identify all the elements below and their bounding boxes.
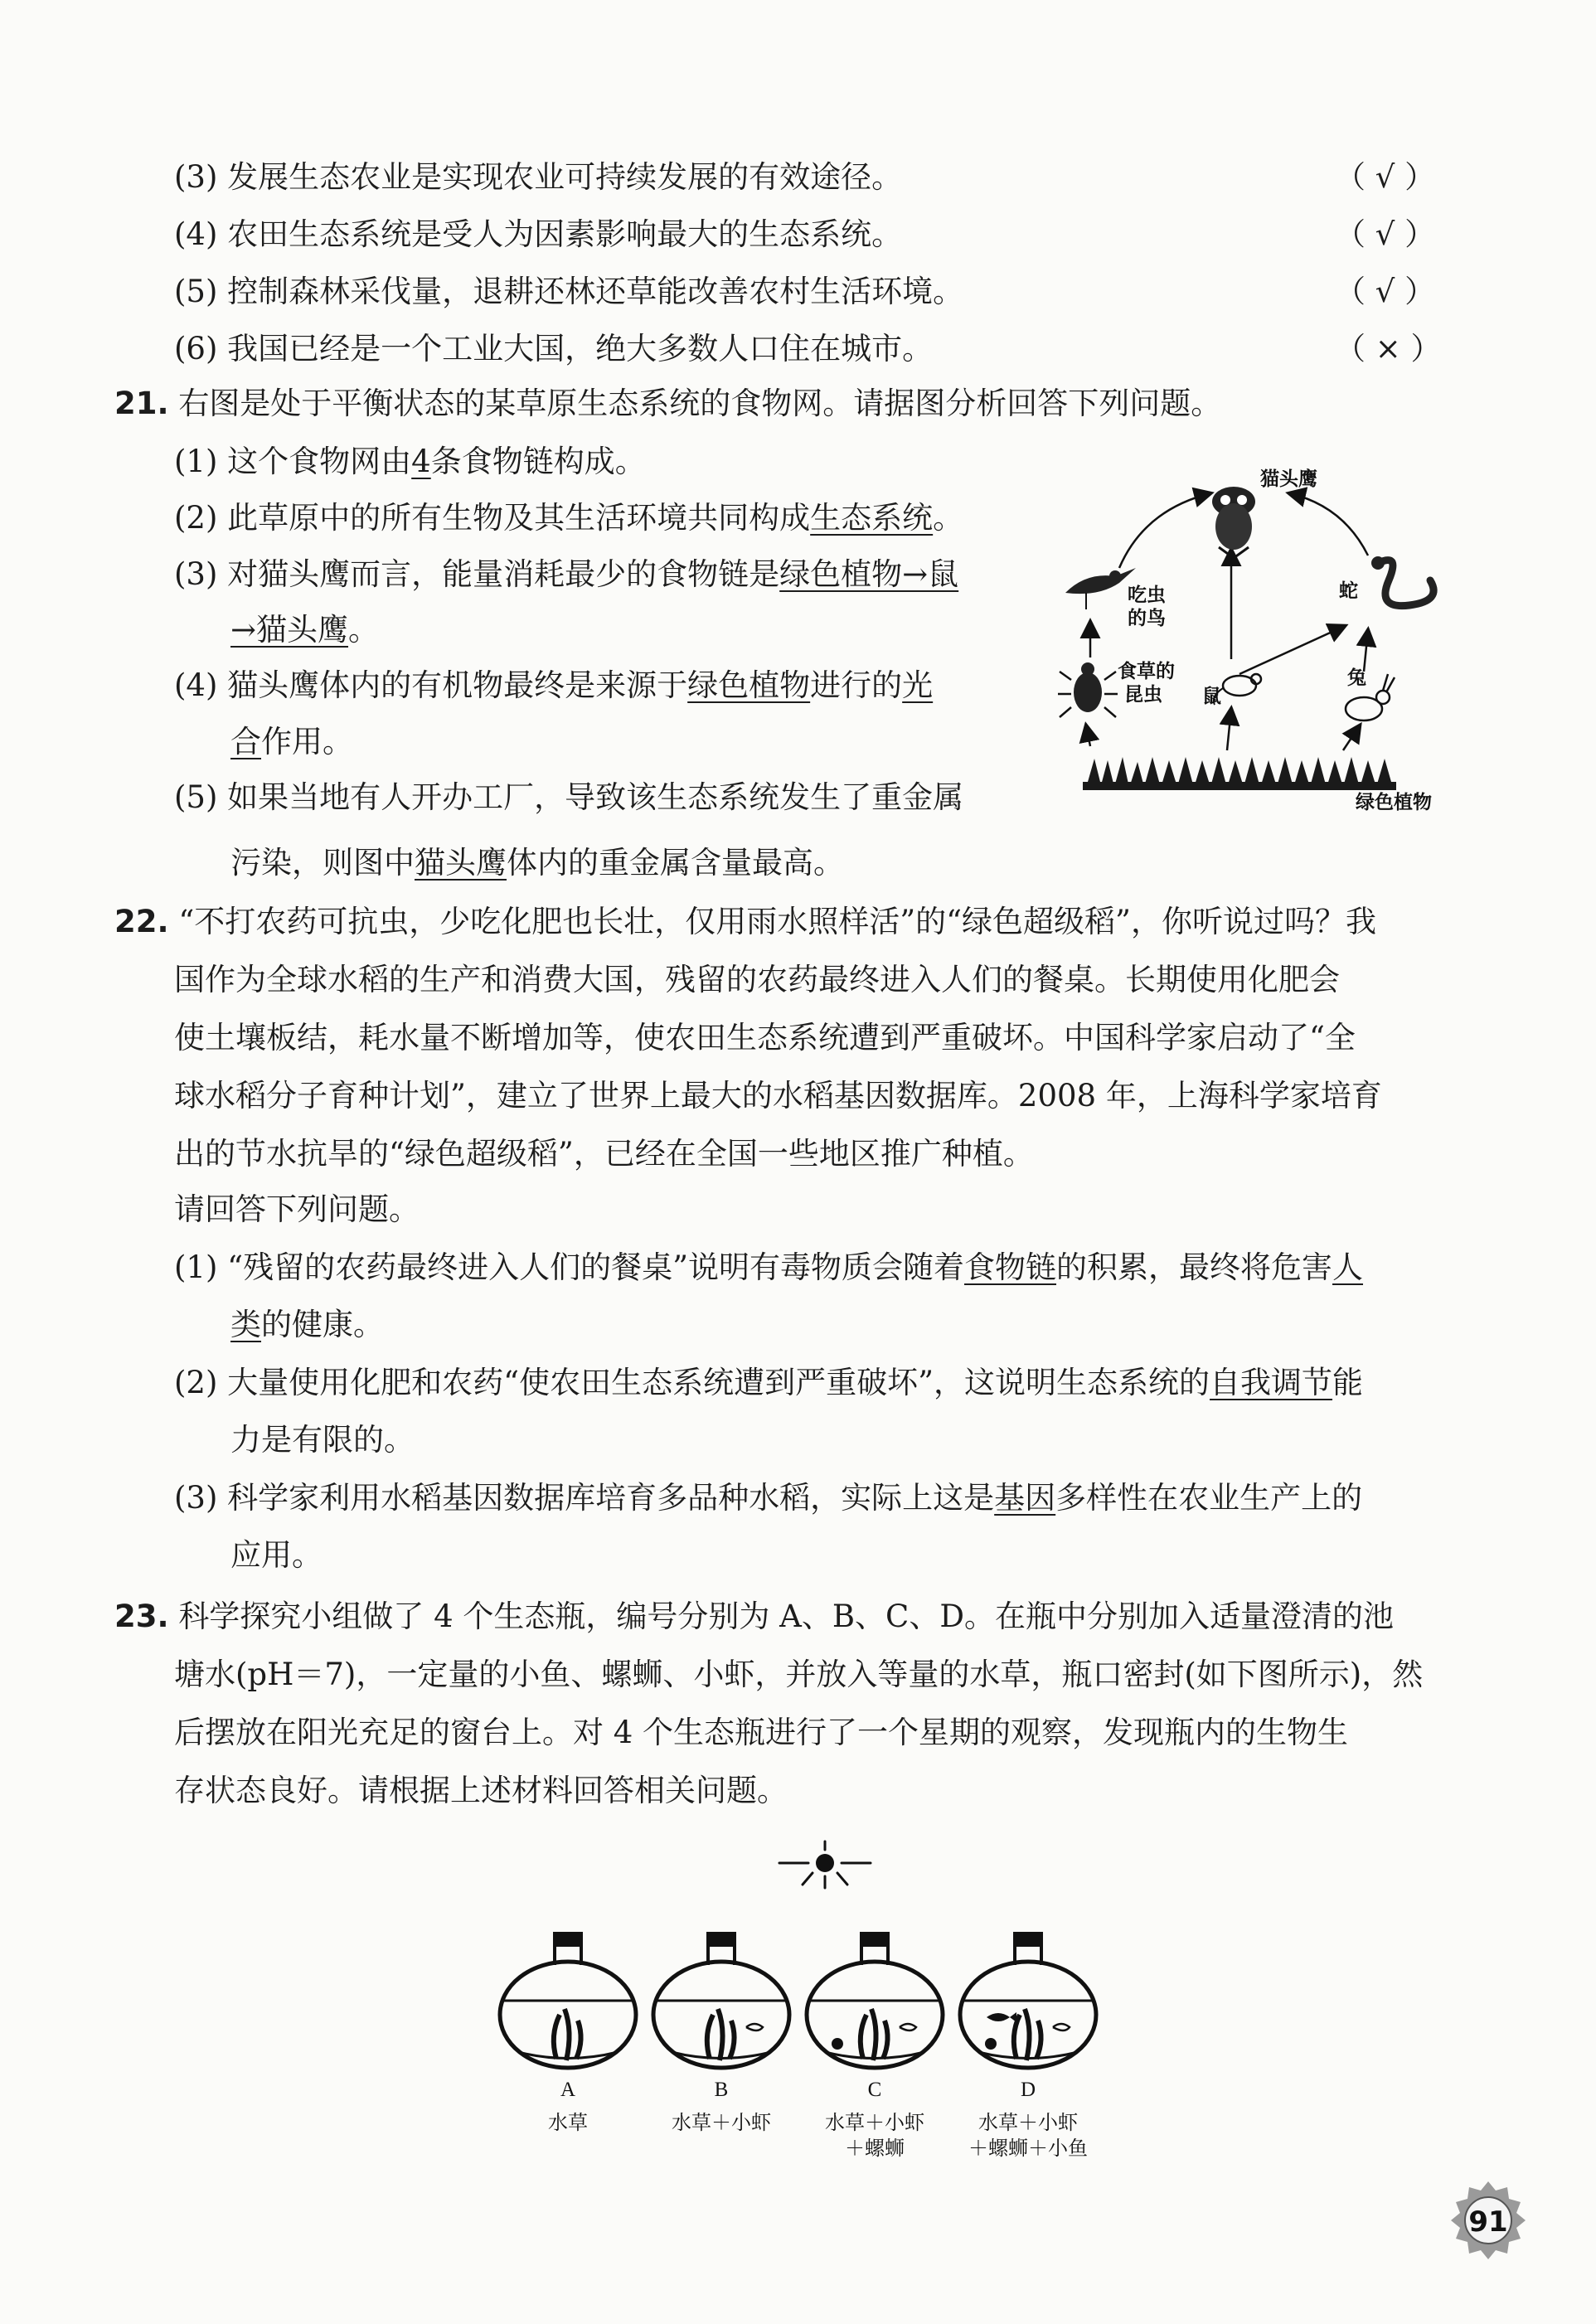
bottle-letter: C [867,2079,882,2101]
label-bird-1: 吃虫 [1128,585,1166,606]
q21-sub4-answer-a: 绿色植物 [687,667,811,703]
q22-sub1-answer: 食物链 [964,1249,1057,1285]
q21-sub4-answer-b2: 合 [230,724,261,759]
shrimp-icon [900,2024,916,2030]
shrimp-icon [746,2024,763,2030]
q21-sub3-answer-b: →猫头鹰 [230,612,349,648]
label-snake: 蛇 [1339,580,1358,602]
bottle-c [807,1932,943,2160]
label-mouse: 鼠 [1202,686,1221,707]
q22-paragraph-line-1 [114,900,1376,944]
q23-paragraph-line-3: 后摆放在阳光充足的窗台上。对 4 个生态瓶进行了一个星期的观察，发现瓶内的生物生 [174,1715,1349,1750]
q20-mark-3: （ √ ） [1335,159,1436,195]
snail-icon [985,2038,997,2050]
bottle-caption-line-2: ＋螺蛳 [845,2137,905,2160]
q21-sub1 [174,439,646,484]
q22-sub1-cont [230,1303,384,1347]
q21-sub4-text-mid: 进行的 [810,667,903,703]
q22-sub1-text-mid: 的积累，最终将危害 [1056,1249,1333,1285]
q20-item-3: (3) 发展生态农业是实现农业可持续发展的有效途径。 [174,159,903,195]
q22-sub1-text-end: 的健康。 [261,1307,384,1342]
label-owl: 猫头鹰 [1260,468,1317,490]
q21-stem-text: 右图是处于平衡状态的某草原生态系统的食物网。请据图分析回答下列问题。 [178,386,1222,421]
q21-sub2-text-end: 。 [933,500,964,536]
q22-sub2-cont: 力是有限的。 [230,1422,415,1458]
label-insect-2: 昆虫 [1124,684,1162,706]
q22-paragraph-line-4: 球水稻分子育种计划”，建立了世界上最大的水稻基因数据库。2008 年，上海科学家培育 [174,1078,1382,1113]
q22-paragraph-line-3: 使土壤板结，耗水量不断增加等，使农田生态系统遭到严重破坏。中国科学家启动了“全 [174,1020,1356,1055]
q20-mark-5: （ √ ） [1335,274,1436,309]
bottle-cap [1013,1932,1043,1947]
q21-sub4-text: (4) 猫头鹰体内的有机物最终是来源于 [174,667,688,703]
bottle-caption-line-1: 水草 [548,2111,588,2134]
q21-sub1-answer: 4 [411,444,431,479]
q22-sub3-cont: 应用。 [230,1537,323,1573]
q20-item-6: (6) 我国已经是一个工业大国，绝大多数人口住在城市。 [174,331,934,366]
eco-bottles-figure [489,1928,1136,2185]
q21-sub2 [174,496,963,541]
q20-item-5: (5) 控制森林采伐量，退耕还林还草能改善农村生活环境。 [174,274,964,309]
q22-number: 22. [114,904,169,939]
bird-icon [1065,568,1136,609]
q21-sub1-text: (1) 这个食物网由 [174,444,412,479]
snail-icon [832,2038,843,2050]
page-number-badge [1443,2179,1534,2262]
q21-sub2-text: (2) 此草原中的所有生物及其生活环境共同构成 [174,500,811,536]
owl-icon [1212,487,1255,558]
bottle-caption-line-1: 水草＋小虾 [672,2111,771,2134]
q22-sub2 [174,1361,1363,1405]
q21-sub3-text: (3) 对猫头鹰而言，能量消耗最少的食物链是 [174,556,780,592]
q23-p1-text: 科学探究小组做了 4 个生态瓶，编号分别为 A、B、C、D。在瓶中分别加入适量澄清的池 [178,1599,1395,1634]
bottle-letter: A [560,2079,576,2101]
q22-sub3-text: (3) 科学家利用水稻基因数据库培育多品种水稻，实际上这是 [174,1480,995,1516]
q23-number: 23. [114,1599,169,1634]
bottle-letter: D [1020,2079,1036,2101]
q21-sub3-answer-a: 绿色植物→鼠 [779,556,959,592]
q22-sub1-text: (1) “残留的农药最终进入人们的餐桌”说明有毒物质会随着 [174,1249,965,1285]
q21-sub3 [174,552,958,597]
q21-sub4-cont [230,720,353,764]
q21-sub5-cont [230,841,844,885]
q21-sub1-text-end: 条食物链构成。 [430,444,646,479]
bottle-a [500,1932,636,2134]
bottle-caption-line-1: 水草＋小虾 [978,2111,1078,2134]
q22-ask: 请回答下列问题。 [174,1191,420,1227]
q22-sub1-answer2-b: 类 [230,1307,261,1342]
label-bird-2: 的鸟 [1128,608,1166,629]
q20-mark-4: （ √ ） [1335,216,1436,252]
bottle-d [960,1932,1096,2160]
q22-p1-text: “不打农药可抗虫，少吃化肥也长壮，仅用雨水照样活”的“绿色超级稻”，你听说过吗？我 [178,904,1376,939]
q21-sub3-text-end: 。 [348,612,380,648]
shrimp-icon [1053,2024,1070,2030]
q22-sub2-text: (2) 大量使用化肥和农药“使农田生态系统遭到严重破坏”，这说明生态系统的 [174,1365,1210,1400]
q22-sub1 [174,1245,1363,1290]
q21-sub5-text-b: 污染，则图中 [230,845,415,881]
snake-icon [1371,556,1433,606]
q22-paragraph-line-5: 出的节水抗旱的“绿色超级稻”，已经在全国一些地区推广种植。 [174,1136,1034,1172]
q22-sub2-text-end: 能 [1332,1365,1364,1400]
q20-item-4: (4) 农田生态系统是受人为因素影响最大的生态系统。 [174,216,903,252]
fish-icon [987,2012,1016,2022]
q22-sub1-answer2-a: 人 [1332,1249,1364,1285]
q21-stem [114,381,1221,426]
q21-sub5 [174,775,963,820]
bottle-b [653,1932,789,2134]
bottle-caption-line-1: 水草＋小虾 [825,2111,924,2134]
q21-sub4-answer-b1: 光 [902,667,934,703]
q21-sub2-answer: 生态系统 [810,500,934,536]
insect-icon [1058,662,1118,717]
bottle-cap [706,1932,736,1947]
q21-sub3-cont [230,608,379,653]
sun-icon [763,1836,887,1895]
waterweed-icon [1014,2009,1041,2060]
bottle-cap [860,1932,890,1947]
q23-paragraph-line-1 [114,1594,1394,1639]
q22-sub3 [174,1476,1362,1521]
q21-sub5-text: (5) 如果当地有人开办工厂，导致该生态系统发生了重金属 [174,779,964,815]
q22-sub3-answer: 基因 [994,1480,1056,1516]
q22-sub2-answer: 自我调节 [1210,1365,1333,1400]
bottle-caption-line-2: ＋螺蛳＋小鱼 [968,2137,1088,2160]
bottle-letter: B [714,2079,729,2101]
q21-sub4-text-end: 作用。 [261,724,353,759]
bottle-cap [553,1932,583,1947]
q21-sub5-answer: 猫头鹰 [415,845,507,881]
label-rabbit: 兔 [1347,667,1366,689]
q21-number: 21. [114,386,169,421]
q21-sub4 [174,663,933,708]
grass-icon [1083,757,1396,790]
waterweed-icon [707,2009,735,2060]
q22-paragraph-line-2: 国作为全球水稻的生产和消费大国，残留的农药最终进入人们的餐桌。长期使用化肥会 [174,962,1340,997]
food-web-diagram [1053,460,1467,825]
page-number: 91 [1468,2205,1508,2239]
q22-sub3-text-end: 多样性在农业生产上的 [1055,1480,1363,1516]
label-plant: 绿色植物 [1356,792,1432,813]
q21-sub5-text-end: 体内的重金属含量最高。 [507,845,844,881]
q23-paragraph-line-4: 存状态良好。请根据上述材料回答相关问题。 [174,1773,788,1808]
waterweed-icon [861,2009,888,2060]
label-insect-1: 食草的 [1118,661,1175,682]
waterweed-icon [554,2009,581,2060]
q23-paragraph-line-2: 塘水(pH＝7)，一定量的小鱼、螺蛳、小虾，并放入等量的水草，瓶口密封(如下图所示)，然 [174,1657,1424,1692]
q20-mark-6: （ × ） [1335,331,1442,366]
